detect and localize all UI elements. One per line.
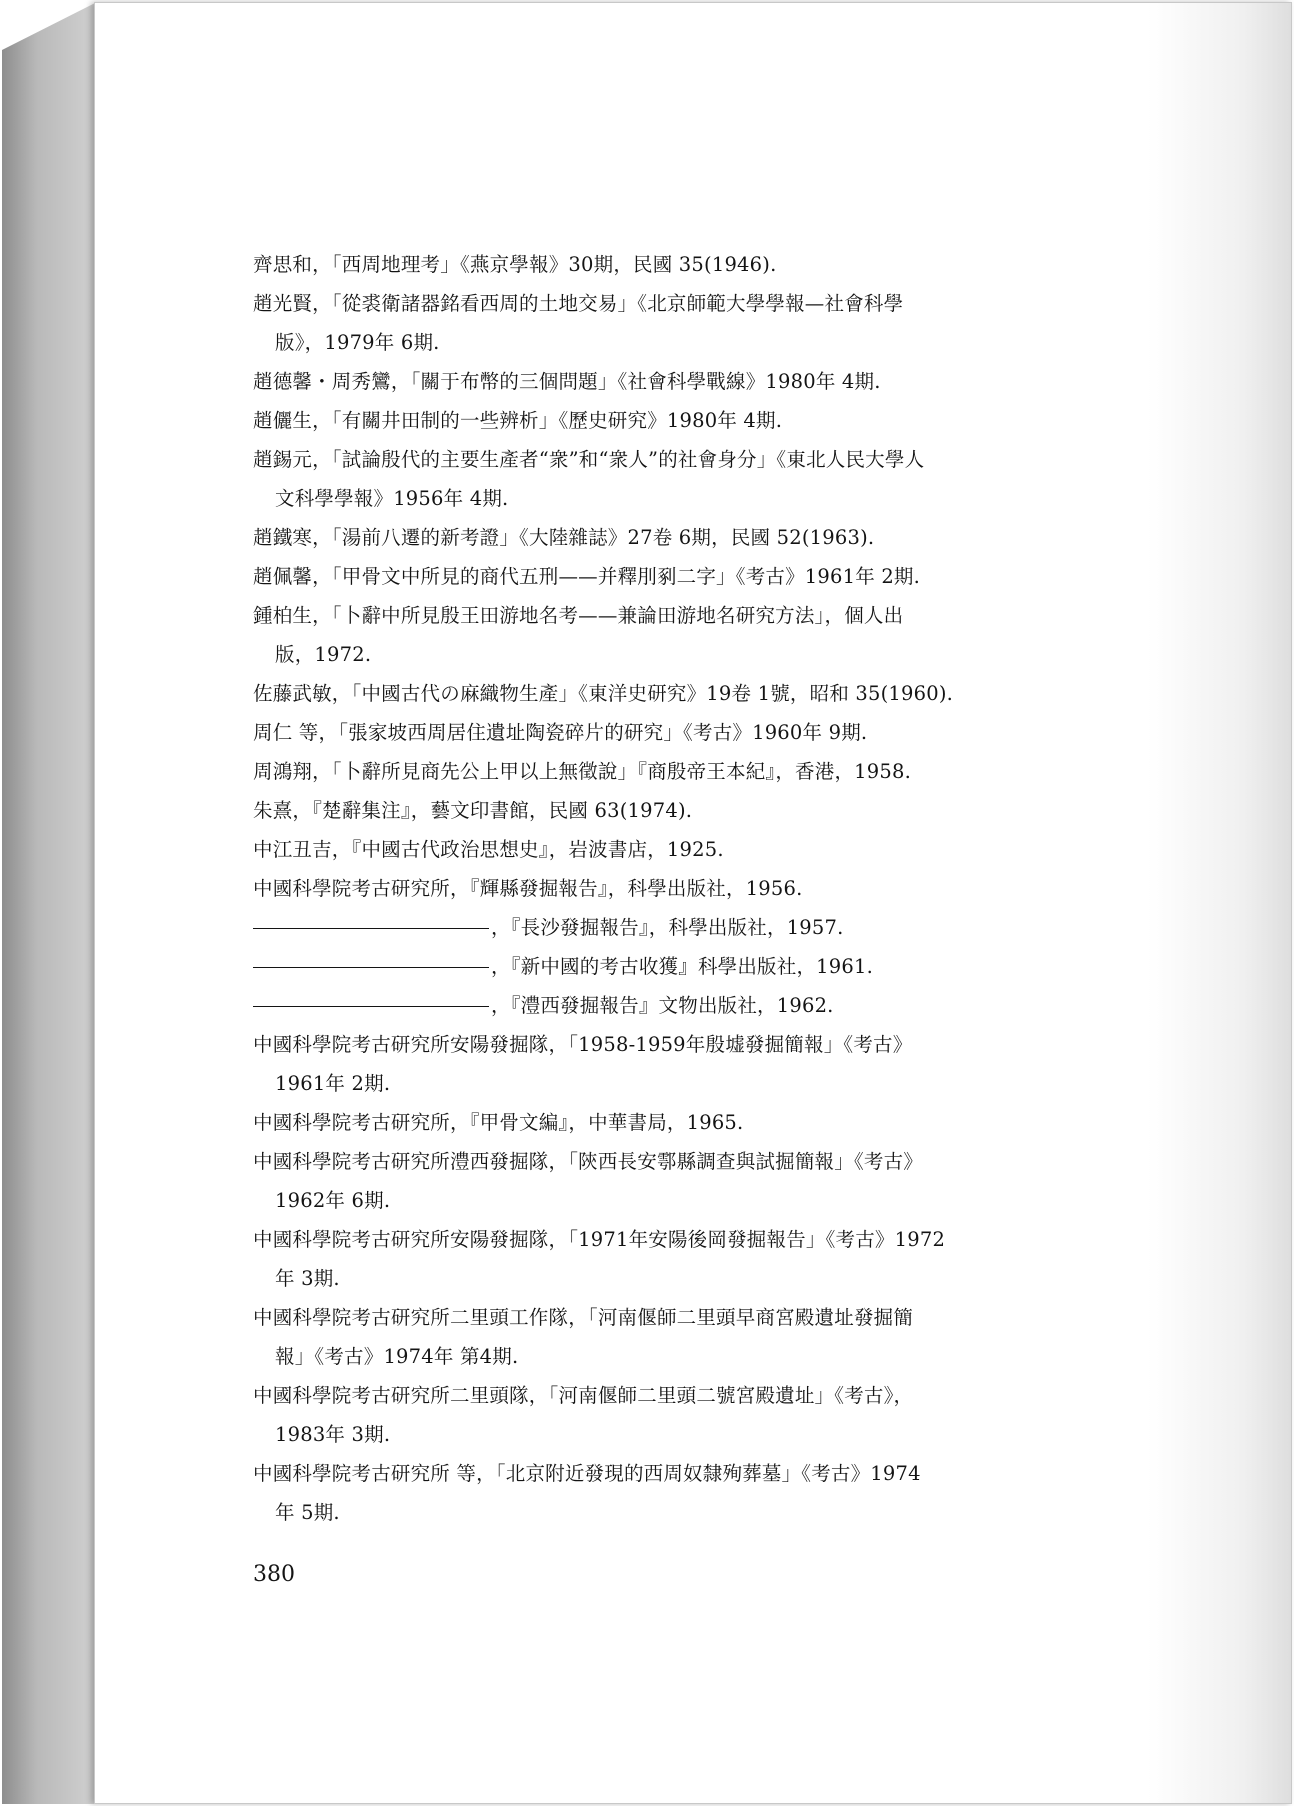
entry-line [253, 284, 1073, 323]
bibliography-entry [253, 557, 1073, 596]
entry-text: 趙儷生，「有關井田制的一些辨析」《歷史研究》1980年 4期. [253, 409, 783, 432]
entry-line [253, 947, 1073, 986]
entry-text: ，『澧西發掘報告』文物出版社，1962. [491, 994, 834, 1017]
entry-continuation-line [253, 1415, 1073, 1454]
entry-text: 報」《考古》1974年 第4期. [275, 1345, 519, 1368]
bibliography-entry [253, 830, 1073, 869]
bibliography-entry [253, 1025, 1073, 1103]
bibliography-entry [253, 713, 1073, 752]
entry-text: 中國科學院考古研究所安陽發掘隊，「1971年安陽後岡發掘報告」《考古》1972 [253, 1228, 946, 1251]
repeat-author-dash [253, 928, 489, 929]
entry-line [253, 791, 1073, 830]
repeat-author-dash [253, 967, 489, 968]
bibliography-entry [253, 1454, 1073, 1532]
bibliography-entry [253, 440, 1073, 518]
entry-continuation-line [253, 1259, 1073, 1298]
entry-line [253, 869, 1073, 908]
entry-text: 朱熹，『楚辭集注』，藝文印書館，民國 63(1974). [253, 799, 693, 822]
entry-continuation-line [253, 323, 1073, 362]
entry-line [253, 401, 1073, 440]
entry-text: 齊思和，「西周地理考」《燕京學報》30期，民國 35(1946). [253, 253, 777, 276]
entry-text: 年 5期. [275, 1501, 340, 1524]
entry-line [253, 830, 1073, 869]
bibliography-entry [253, 518, 1073, 557]
entry-line [253, 1454, 1073, 1493]
entry-text: 中江丑吉，『中國古代政治思想史』，岩波書店，1925. [253, 838, 724, 861]
entry-text: ，『新中國的考古收獲』科學出版社，1961. [491, 955, 873, 978]
entry-line [253, 908, 1073, 947]
entry-line [253, 1220, 1073, 1259]
entry-text: 1962年 6期. [275, 1189, 391, 1212]
entry-text: 文科學學報》1956年 4期. [275, 487, 509, 510]
entry-continuation-line [253, 1493, 1073, 1532]
entry-text: 趙錫元，「試論殷代的主要生產者“衆”和“衆人”的社會身分」《東北人民大學人 [253, 448, 925, 471]
bibliography-entry [253, 947, 1073, 986]
bibliography-entry [253, 245, 1073, 284]
bibliography-entry [253, 869, 1073, 908]
entry-text: 鍾柏生，「卜辭中所見殷王田游地名考——兼論田游地名研究方法」，個人出 [253, 604, 904, 627]
entry-line [253, 557, 1073, 596]
entry-continuation-line [253, 635, 1073, 674]
entry-text: 版，1972. [275, 643, 372, 666]
entry-text: 趙德馨・周秀鸞，「關于布幣的三個問題」《社會科學戰線》1980年 4期. [253, 370, 881, 393]
entry-line [253, 713, 1073, 752]
entry-text: 中國科學院考古研究所 等，「北京附近發現的西周奴隸殉葬墓」《考古》1974 [253, 1462, 921, 1485]
bibliography-entry [253, 362, 1073, 401]
entry-line [253, 596, 1073, 635]
entry-text: 中國科學院考古研究所，『甲骨文編』，中華書局，1965. [253, 1111, 744, 1134]
bibliography-entry [253, 1376, 1073, 1454]
entry-line [253, 752, 1073, 791]
entry-text: 趙鐵寒，「湯前八遷的新考證」《大陸雜誌》27卷 6期，民國 52(1963). [253, 526, 875, 549]
bibliography-list [253, 245, 1073, 1532]
entry-text: 年 3期. [275, 1267, 340, 1290]
entry-text: 中國科學院考古研究所安陽發掘隊，「1958-1959年殷墟發掘簡報」《考古》 [253, 1033, 913, 1056]
entry-line [253, 440, 1073, 479]
entry-text: 中國科學院考古研究所澧西發掘隊，「陝西長安鄠縣調查與試掘簡報」《考古》 [253, 1150, 924, 1173]
bibliography-entry [253, 986, 1073, 1025]
entry-text: 1961年 2期. [275, 1072, 391, 1095]
bibliography-entry [253, 1220, 1073, 1298]
repeat-author-dash [253, 1006, 489, 1007]
bibliography-entry [253, 752, 1073, 791]
entry-line [253, 518, 1073, 557]
entry-text: 1983年 3期. [275, 1423, 391, 1446]
entry-line [253, 1025, 1073, 1064]
entry-text: 中國科學院考古研究所二里頭工作隊，「河南偃師二里頭早商宮殿遺址發掘簡 [253, 1306, 914, 1329]
entry-text: 周仁 等，「張家坡西周居住遺址陶瓷碎片的研究」《考古》1960年 9期. [253, 721, 868, 744]
bibliography-entry [253, 1103, 1073, 1142]
entry-line [253, 1376, 1073, 1415]
entry-text: 中國科學院考古研究所，『輝縣發掘報告』，科學出版社，1956. [253, 877, 803, 900]
bibliography-entry [253, 284, 1073, 362]
entry-text: 周鴻翔，「卜辭所見商先公上甲以上無徵說」『商殷帝王本紀』，香港，1958. [253, 760, 911, 783]
bibliography-entry [253, 1142, 1073, 1220]
entry-line [253, 986, 1073, 1025]
entry-line [253, 362, 1073, 401]
entry-continuation-line [253, 1337, 1073, 1376]
bibliography-entry [253, 596, 1073, 674]
bibliography-entry [253, 791, 1073, 830]
entry-line [253, 1298, 1073, 1337]
entry-line [253, 1103, 1073, 1142]
entry-text: ，『長沙發掘報告』，科學出版社，1957. [491, 916, 844, 939]
book-page-edges [2, 2, 102, 1804]
entry-continuation-line [253, 1064, 1073, 1103]
bibliography-entry [253, 401, 1073, 440]
entry-continuation-line [253, 1181, 1073, 1220]
entry-text: 佐藤武敏，「中國古代の麻織物生產」《東洋史研究》19卷 1號，昭和 35(1960). [253, 682, 954, 705]
bibliography-entry [253, 908, 1073, 947]
entry-line [253, 674, 1073, 713]
entry-line [253, 245, 1073, 284]
entry-continuation-line [253, 479, 1073, 518]
bibliography-entry [253, 1298, 1073, 1376]
entry-line [253, 1142, 1073, 1181]
page-number: 380 [253, 1562, 295, 1587]
entry-text: 趙光賢，「從裘衛諸器銘看西周的土地交易」《北京師範大學學報—社會科學 [253, 292, 904, 315]
bibliography-entry [253, 674, 1073, 713]
entry-text: 版》，1979年 6期. [275, 331, 440, 354]
entry-text: 中國科學院考古研究所二里頭隊，「河南偃師二里頭二號宮殿遺址」《考古》， [253, 1384, 914, 1407]
entry-text: 趙佩馨，「甲骨文中所見的商代五刑——并釋刖剢二字」《考古》1961年 2期. [253, 565, 921, 588]
